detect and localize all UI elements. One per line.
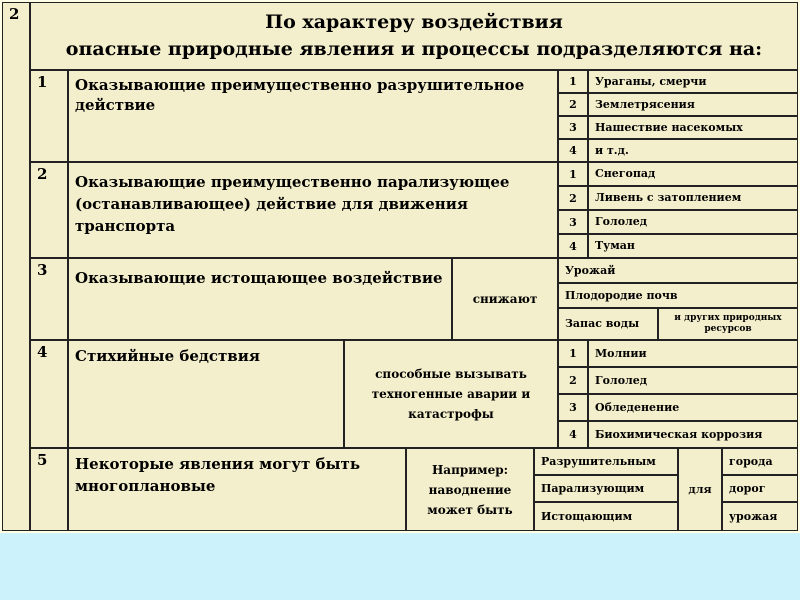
- verb-label: снижают: [452, 258, 558, 340]
- row-number: 2: [30, 162, 68, 258]
- list-item: Нашествие насекомых: [588, 116, 798, 139]
- item-number: 1: [558, 340, 588, 367]
- item-number: 3: [558, 394, 588, 421]
- list-item: Снегопад: [588, 162, 798, 186]
- item-number: 4: [558, 421, 588, 448]
- item-number: 4: [558, 139, 588, 162]
- impact-type: Истощающим: [534, 502, 678, 531]
- row-number: 5: [30, 448, 68, 531]
- list-item: Биохимическая коррозия: [588, 421, 798, 448]
- middle-note: способные вызывать техногенные аварии и катастрофы: [344, 340, 558, 448]
- list-item: Туман: [588, 234, 798, 258]
- row-number: 1: [30, 70, 68, 162]
- item-number: 3: [558, 116, 588, 139]
- row-title: Оказывающие истощающее воздействие: [68, 258, 452, 340]
- item-number: 2: [558, 367, 588, 394]
- item-number: 2: [558, 93, 588, 116]
- header-line-1: По характеру воздействия: [265, 11, 563, 33]
- list-item: Гололед: [588, 367, 798, 394]
- list-item: Молнии: [588, 340, 798, 367]
- list-item: Запас воды: [558, 308, 658, 340]
- list-item: Ураганы, смерчи: [588, 70, 798, 93]
- row-title: Некоторые явления могут быть многоплановые: [68, 448, 406, 531]
- row-number: 3: [30, 258, 68, 340]
- item-number: 1: [558, 70, 588, 93]
- row-number: 4: [30, 340, 68, 448]
- target-item: урожая: [722, 502, 798, 531]
- list-item: Урожай: [558, 258, 798, 283]
- example-note: Например: наводнение может быть: [406, 448, 534, 531]
- list-item: Обледенение: [588, 394, 798, 421]
- item-number: 3: [558, 210, 588, 234]
- table-header: [30, 2, 798, 70]
- row-title: Стихийные бедствия: [68, 340, 344, 448]
- list-item: Гололед: [588, 210, 798, 234]
- target-item: дорог: [722, 475, 798, 502]
- item-number: 1: [558, 162, 588, 186]
- impact-type: Разрушительным: [534, 448, 678, 475]
- connector-label: для: [678, 448, 722, 531]
- impact-type: Парализующим: [534, 475, 678, 502]
- header-line-2: опасные природные явления и процессы подразделяются на:: [65, 38, 763, 60]
- item-number: 2: [558, 186, 588, 210]
- extra-note: и других природных ресурсов: [658, 308, 798, 340]
- target-item: города: [722, 448, 798, 475]
- list-item: и т.д.: [588, 139, 798, 162]
- list-item: Землетрясения: [588, 93, 798, 116]
- list-item: Ливень с затоплением: [588, 186, 798, 210]
- row-title: Оказывающие преимущественно разрушительное действие: [68, 70, 558, 162]
- section-number: 2: [2, 2, 30, 531]
- item-number: 4: [558, 234, 588, 258]
- list-item: Плодородие почв: [558, 283, 798, 308]
- row-title: Оказывающие преимущественно парализующее (останавливающее) действие для движения транспорта: [68, 162, 558, 258]
